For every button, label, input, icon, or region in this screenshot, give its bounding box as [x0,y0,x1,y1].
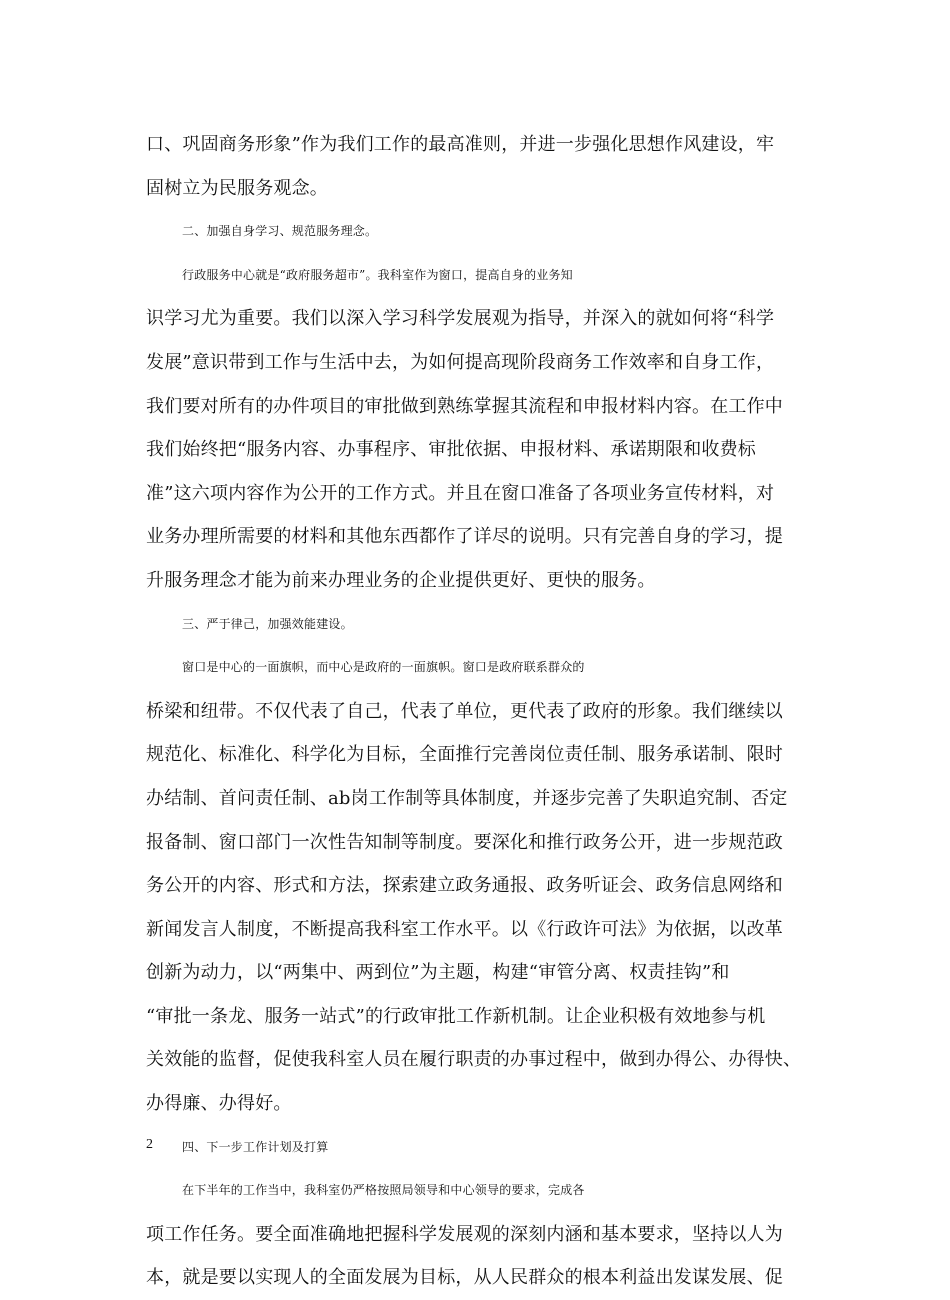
page-number: 2 [146,1137,153,1152]
text-line: 行政服务中心就是“政府服务超市”。我科室作为窗口，提高自身的业务知 [182,267,573,282]
text-line: 业务办理所需要的材料和其他东西都作了详尽的说明。只有完善自身的学习，提 [146,526,783,548]
text-line: 口、巩固商务形象”作为我们工作的最高准则，并进一步强化思想作风建设，牢 [146,134,775,155]
text-line: 报备制、窗口部门一次性告知制等制度。要深化和推行政务公开，进一步规范政 [146,831,783,853]
text-line: 规范化、标准化、科学化为目标，全面推行完善岗位责任制、服务承诺制、限时 [146,744,783,766]
text-line: 办得廉、办得好。 [146,1093,292,1115]
text-line: 新闻发言人制度，不断提高我科室工作水平。以《行政许可法》为依据，以改革 [146,918,783,940]
text-line: 发展”意识带到工作与生活中去，为如何提高现阶段商务工作效率和自身工作， [146,351,775,373]
text-line: 识学习尤为重要。我们以深入学习科学发展观为指导，并深入的就如何将“科学 [146,308,775,330]
text-line: 务公开的内容、形式和方法，探索建立政务通报、政务听证会、政务信息网络和 [146,875,783,897]
text-line: 固树立为民服务观念。 [146,177,328,199]
text-line: 在下半年的工作当中，我科室仍严格按照局领导和中心领导的要求，完成各 [182,1183,585,1198]
document-body [146,123,816,1300]
text-line: 准”这六项内容作为公开的工作方式。并且在窗口准备了各项业务宣传材料，对 [146,482,775,504]
text-line: 项工作任务。要全面准确地把握科学发展观的深刻内涵和基本要求，坚持以人为 [146,1223,783,1245]
text-line: 三、严于律己，加强效能建设。 [182,616,353,631]
text-line: 窗口是中心的一面旗帜，而中心是政府的一面旗帜。窗口是政府联系群众的 [182,660,585,675]
text-line: 桥梁和纽带。不仅代表了自己，代表了单位，更代表了政府的形象。我们继续以 [146,700,783,722]
text-line: 本，就是要以实现人的全面发展为目标，从人民群众的根本利益出发谋发展、促 [146,1267,783,1289]
text-line: 我们始终把“服务内容、办事程序、审批依据、申报材料、承诺期限和收费标 [146,439,756,461]
text-line: 关效能的监督，促使我科室人员在履行职责的办事过程中，做到办得公、办得快、 [146,1049,802,1071]
text-line: “审批一条龙、服务一站式”的行政审批工作新机制。让企业积极有效地参与机 [146,1005,766,1027]
text-line: 升服务理念才能为前来办理业务的企业提供更好、更快的服务。 [146,569,656,591]
text-line: 办结制、首问责任制、ab岗工作制等具体制度，并逐步完善了失职追究制、否定 [146,787,788,809]
text-line: 二、加强自身学习、规范服务理念。 [182,224,378,239]
text-line: 我们要对所有的办件项目的审批做到熟练掌握其流程和申报材料内容。在工作中 [146,395,783,417]
text-line: 四、下一步工作计划及打算 [182,1139,329,1154]
text-line: 创新为动力，以“两集中、两到位”为主题，构建“审管分离、权责挂钩”和 [146,962,730,984]
